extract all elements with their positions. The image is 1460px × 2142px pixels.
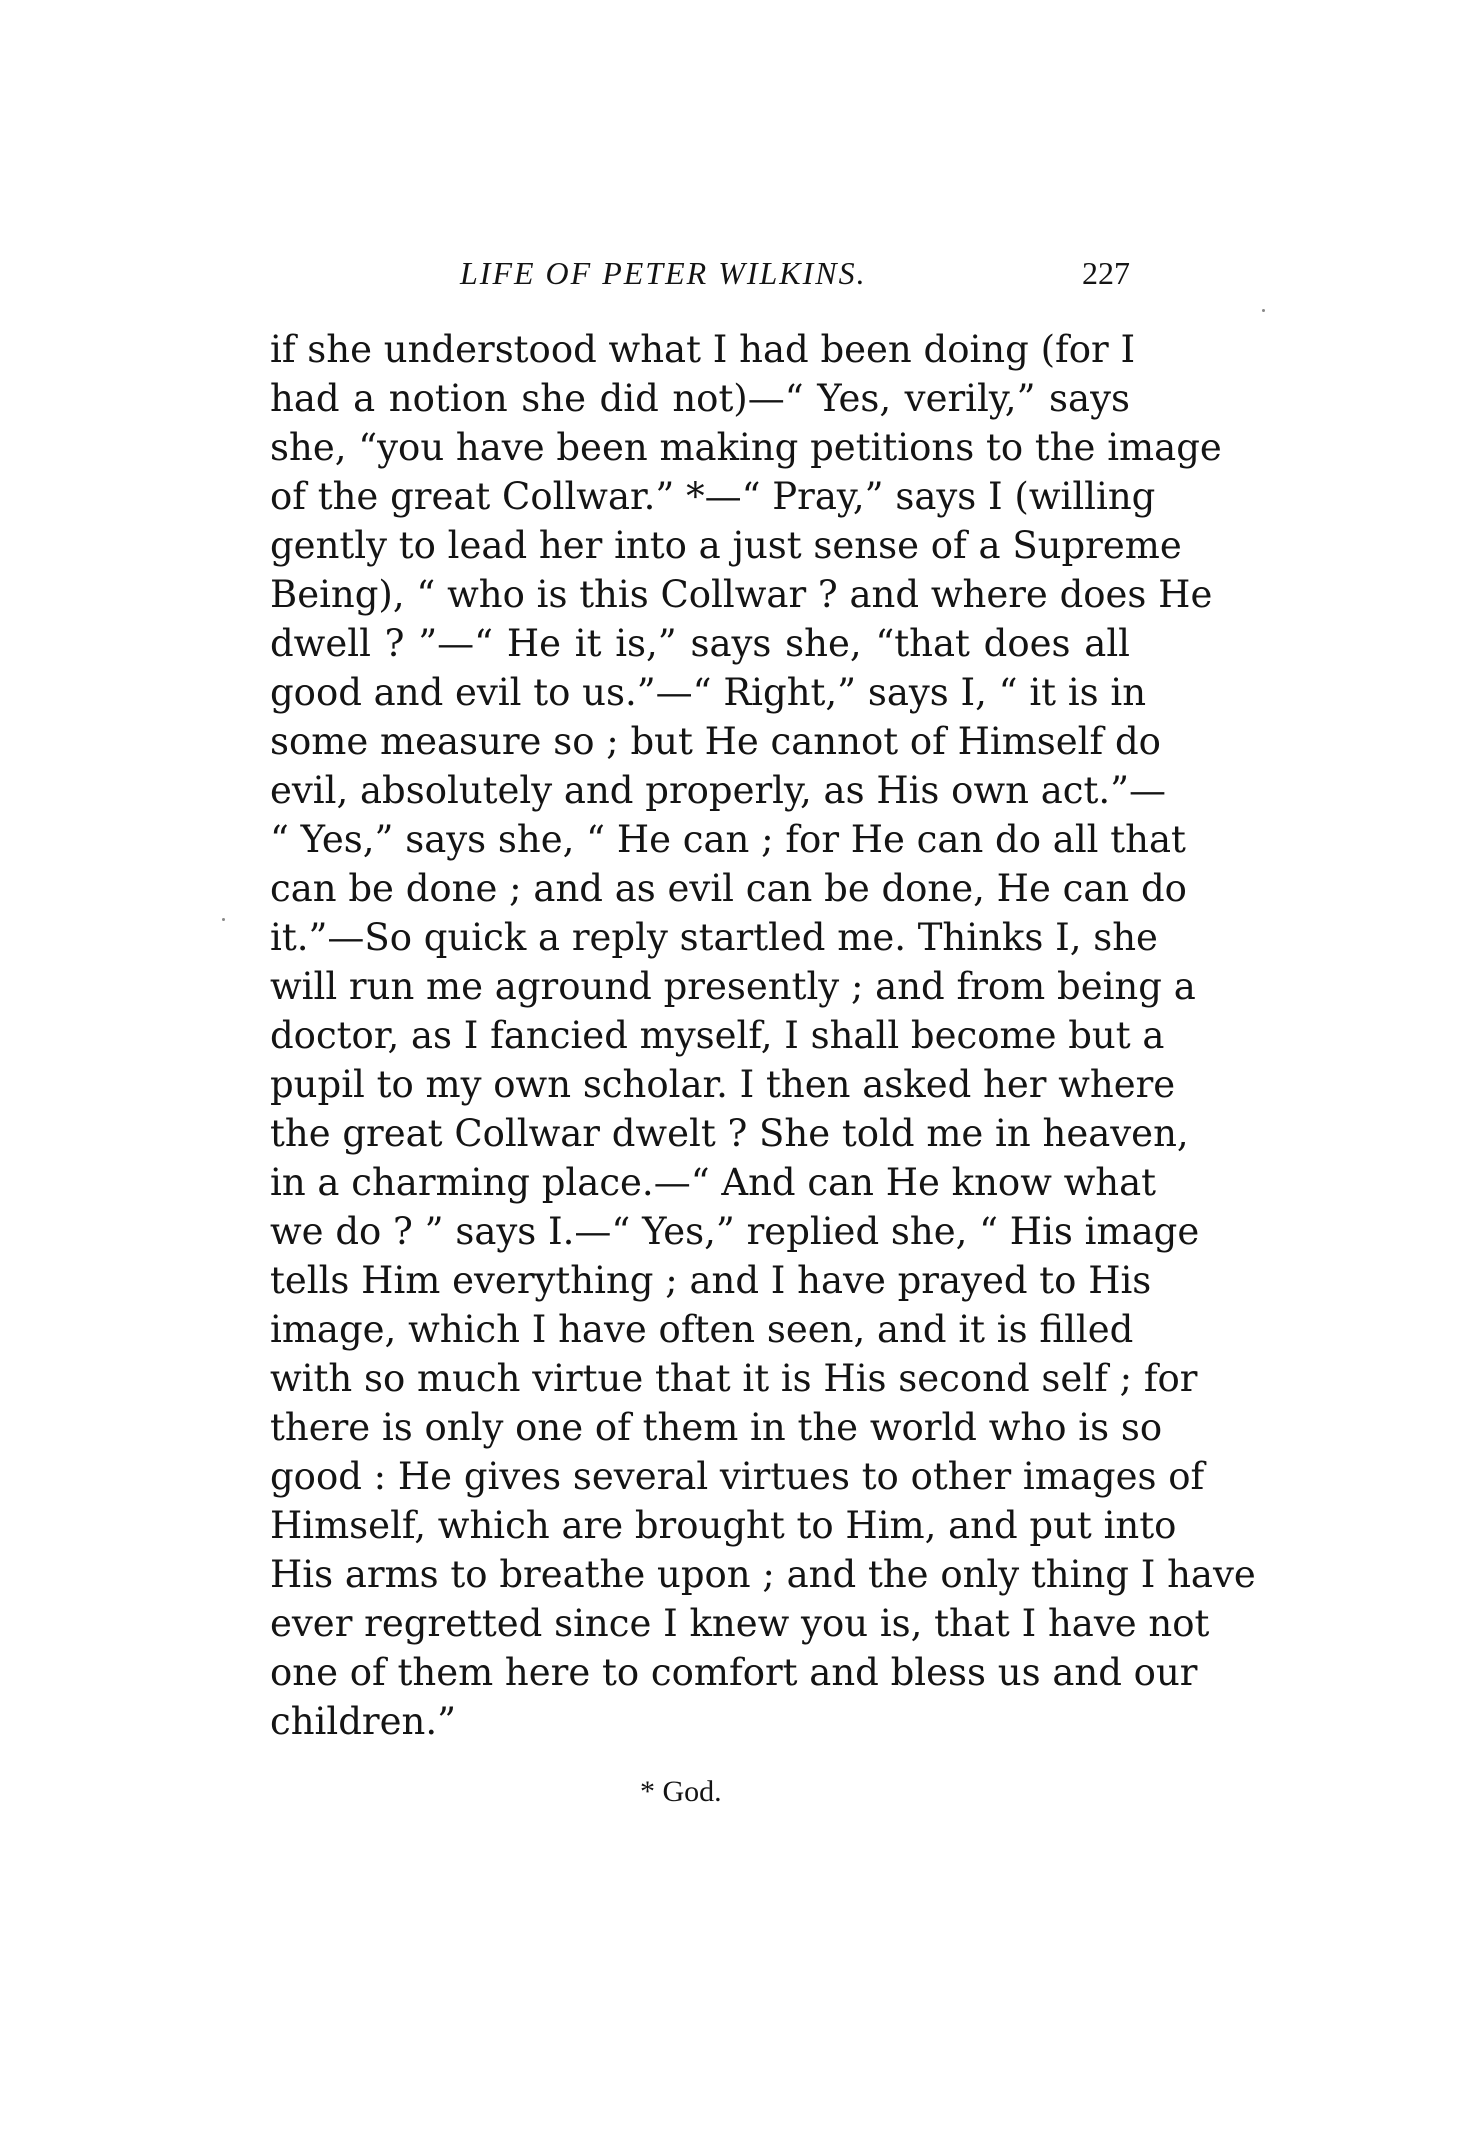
text-line: dwell ? ”—“ He it is,” says she, “that does all — [270, 622, 1130, 665]
text-line: one of them here to comfort and bless us and our — [270, 1651, 1198, 1694]
page-number: 227 — [1082, 255, 1130, 291]
text-line: His arms to breathe upon ; and the only thing I have — [270, 1553, 1256, 1596]
text-line: doctor, as I fancied myself, I shall become but a — [270, 1014, 1165, 1057]
text-line: ever regretted since I knew you is, that I have not — [270, 1602, 1210, 1645]
text-line: “ Yes,” says she, “ He can ; for He can do all that — [270, 818, 1186, 861]
text-line: there is only one of them in the world who is so — [270, 1406, 1163, 1449]
text-line: good : He gives several virtues to other images of — [270, 1455, 1205, 1498]
footnote: * God. — [640, 1775, 722, 1808]
text-line: she, “you have been making petitions to the image — [270, 426, 1222, 469]
text-line: evil, absolutely and properly, as His own act.”— — [270, 769, 1167, 812]
body-text — [270, 325, 1256, 1746]
text-line: gently to lead her into a just sense of a Supreme — [270, 524, 1182, 567]
text-line: will run me aground presently ; and from being a — [270, 965, 1196, 1008]
text-line: image, which I have often seen, and it is filled — [270, 1308, 1134, 1351]
scan-speck — [1262, 309, 1265, 312]
scan-speck — [222, 918, 225, 921]
running-head — [270, 255, 1130, 305]
text-line: good and evil to us.”—“ Right,” says I, “ it is in — [270, 671, 1147, 714]
text-line: with so much virtue that it is His second self ; for — [270, 1357, 1198, 1400]
text-line: Himself, which are brought to Him, and put into — [270, 1504, 1177, 1547]
text-line: we do ? ” says I.—“ Yes,” replied she, “ His image — [270, 1210, 1200, 1253]
text-line: children.” — [270, 1700, 456, 1743]
text-line: had a notion she did not)—“ Yes, verily,” says — [270, 377, 1130, 420]
text-line: if she understood what I had been doing (for I — [270, 328, 1136, 371]
text-line: can be done ; and as evil can be done, He can do — [270, 867, 1187, 910]
text-line: in a charming place.—“ And can He know what — [270, 1161, 1157, 1204]
running-title: LIFE OF PETER WILKINS. — [460, 255, 867, 291]
text-line: pupil to my own scholar. I then asked her where — [270, 1063, 1176, 1106]
text-line: of the great Collwar.” *—“ Pray,” says I (willing — [270, 475, 1156, 518]
text-line: the great Collwar dwelt ? She told me in heaven, — [270, 1112, 1189, 1155]
text-line: it.”—So quick a reply startled me. Thinks I, she — [270, 916, 1158, 959]
text-line: some measure so ; but He cannot of Himself do — [270, 720, 1161, 763]
text-line: Being), “ who is this Collwar ? and where does He — [270, 573, 1213, 616]
text-line: tells Him everything ; and I have prayed to His — [270, 1259, 1152, 1302]
